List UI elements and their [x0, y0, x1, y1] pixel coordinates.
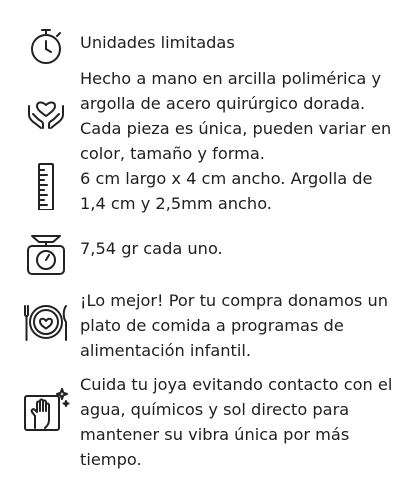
ruler-icon	[22, 162, 70, 210]
scale-icon	[22, 230, 70, 278]
stopwatch-icon	[22, 22, 70, 70]
feature-text-handmade: Hecho a mano en arcilla polimérica y argolla de acero quirúrgico dorada. Cada pieza es única, pueden variar en color, tamaño y forma.	[80, 69, 392, 163]
feature-text-weight: 7,54 gr cada uno.	[80, 239, 223, 258]
feature-text-dimensions: 6 cm largo x 4 cm ancho. Argolla de 1,4 cm y 2,5mm ancho.	[80, 169, 373, 213]
feature-text-limited-units: Unidades limitadas	[80, 33, 235, 52]
feature-text-care: Cuida tu joya evitando contacto con el agua, químicos y sol directo para mantener su vibra única por más tiempo.	[80, 375, 393, 469]
plate-heart-icon	[22, 298, 70, 346]
hands-heart-icon	[22, 84, 70, 132]
feature-text-donation: ¡Lo mejor! Por tu compra donamos un plato de comida a programas de alimentación infantil.	[80, 291, 389, 360]
clean-hand-icon	[22, 386, 70, 434]
